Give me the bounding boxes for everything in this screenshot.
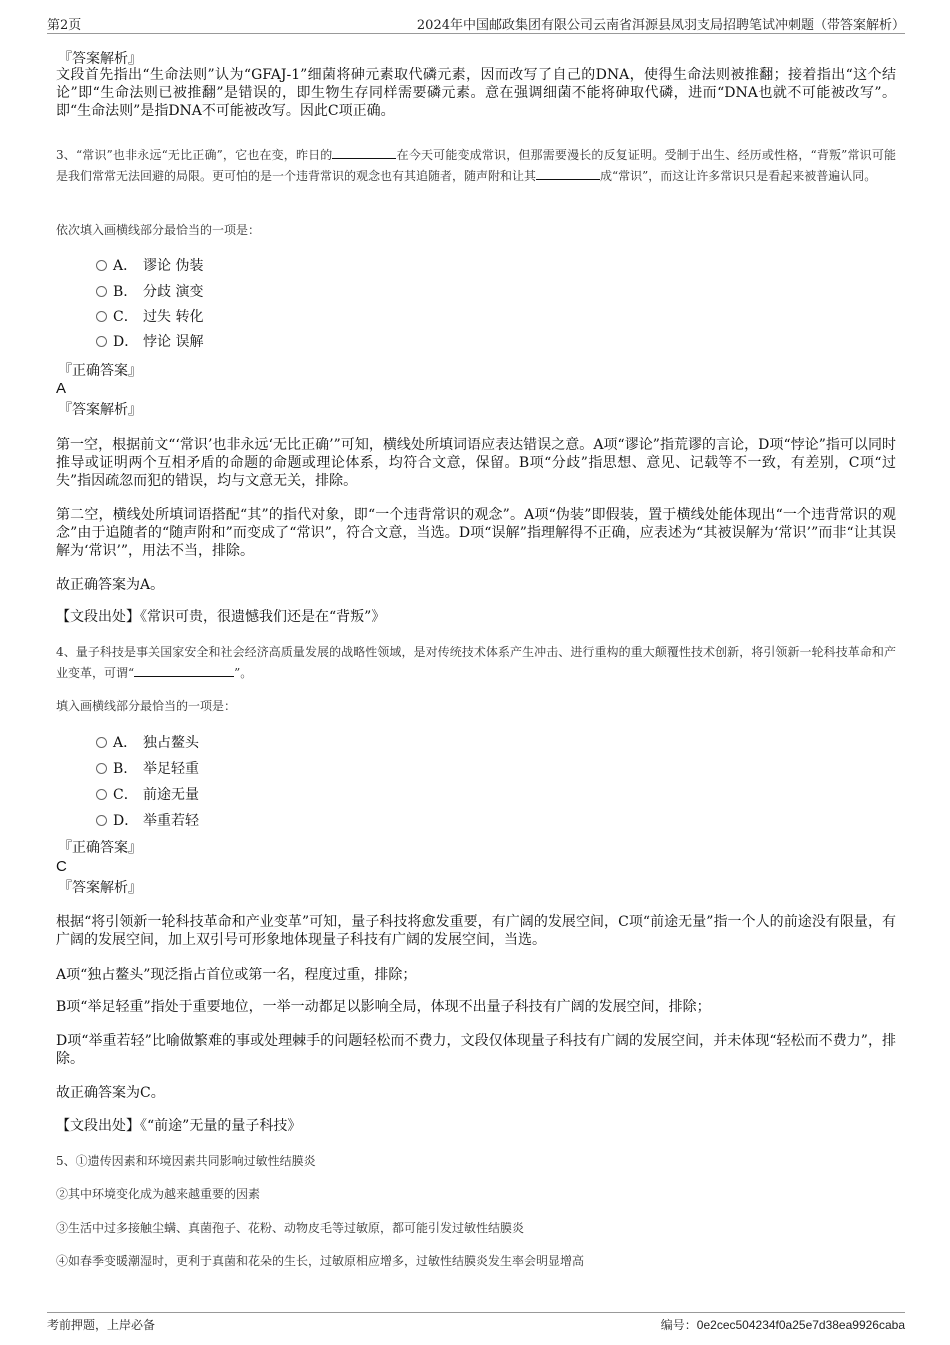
question-3-stem-part3: 成“常识”，而这让许多常识只是看起来被普遍认同。 [600, 169, 877, 183]
question-5-line-1: 5、①遗传因素和环境因素共同影响过敏性结膜炎 [56, 1154, 316, 1168]
page-number: 第2页 [47, 18, 82, 33]
radio-icon[interactable] [96, 789, 107, 800]
question-4-analysis-p2: A项“独占鳌头”现泛指占首位或第一名，程度过重，排除； [56, 967, 417, 983]
radio-icon[interactable] [96, 286, 107, 297]
option-letter: A． [113, 258, 138, 274]
radio-icon[interactable] [96, 737, 107, 748]
question-3-analysis-p1: 第一空，根据前文“‘常识’也非永远‘无比正确’”可知，横线处所填词语应表达错误之意。A项“谬论”指荒谬的言论，D项“悖论”指可以同时推导或证明两个互相矛盾的命题的命题或理论体系，均符合文意，保留。B项“分歧”指思想、意见、记载等不一致，有差别，C项“过失”指因疏忽而犯的错误，均与文意无关，排除。 [56, 437, 896, 489]
question-4-prompt: 填入画横线部分最恰当的一项是： [56, 699, 237, 713]
option-letter: B. [113, 761, 128, 777]
question-4-stem [56, 642, 896, 684]
option-letter: C． [113, 309, 138, 325]
radio-icon[interactable] [96, 311, 107, 322]
question-3-option-d[interactable] [96, 332, 203, 352]
question-4-analysis-label: 『答案解析』 [58, 880, 142, 896]
option-text: 举足轻重 [143, 761, 199, 777]
question-3-correct-label: 『正确答案』 [58, 363, 142, 379]
question-3-option-a[interactable] [96, 256, 203, 276]
question-4-correct-answer: C [56, 858, 67, 875]
question-4-source: 【文段出处】《“前途”无量的量子科技》 [56, 1118, 302, 1134]
question-3-analysis-p2: 第二空，横线处所填词语搭配“其”的指代对象，即“一个违背常识的观念”。A项“伪装”即假装，置于横线处能体现出“一个违背常识的观念”由于追随者的“随声附和”而变成了“常识”，符合文意，当选。D项“误解”指理解得不正确，应表述为“其被误解为‘常识’”而非“让其误解为‘常识’”，用法不当，排除。 [56, 507, 896, 559]
question-4-analysis-p3: B项“举足轻重”指处于重要地位，一举一动都足以影响全局，体现不出量子科技有广阔的发展空间，排除； [56, 999, 711, 1015]
radio-icon[interactable] [96, 763, 107, 774]
option-letter: D． [113, 334, 139, 350]
question-4-stem-part1: 4、量子科技是事关国家安全和社会经济高质量发展的战略性领域，是对传统技术体系产生冲击、进行重构的重大颠覆性技术创新，将引领新一轮科技革命和产业变革，可谓“ [56, 645, 896, 680]
footer-code-value: 0e2cec504234f0a25e7d38ea9926caba [696, 1318, 905, 1332]
question-5-line-2: ②其中环境变化成为越来越重要的因素 [56, 1187, 261, 1201]
question-3-conclusion: 故正确答案为A。 [56, 577, 165, 593]
page-header [47, 13, 905, 34]
prev-analysis-text: 文段首先指出“生命法则”认为“GFAJ-1”细菌将砷元素取代磷元素，因而改写了自己的DNA，使得生命法则被推翻；接着指出“这个结论”即“生命法则已被推翻”是错误的，即生物生存同样需要磷元素。意在强调细菌不能将砷取代磷，进而“DNA也就不可能被改写”。即“生命法则”是指DNA不可能被改写。因此C项正确。 [56, 67, 896, 119]
footer-code [661, 1316, 905, 1333]
question-5-line-3: ③生活中过多接触尘螨、真菌孢子、花粉、动物皮毛等过敏原，都可能引发过敏性结膜炎 [56, 1221, 525, 1235]
option-text: 分歧 演变 [143, 284, 204, 300]
question-5-line-4: ④如春季变暖潮湿时，更利于真菌和花朵的生长，过敏原相应增多，过敏性结膜炎发生率会明显增高 [56, 1254, 585, 1268]
question-4-correct-label: 『正确答案』 [58, 840, 142, 856]
option-letter: D． [113, 813, 139, 829]
option-text: 悖论 误解 [143, 334, 204, 350]
blank-line [536, 167, 600, 180]
prev-analysis-label: 『答案解析』 [58, 51, 142, 67]
blank-line [332, 146, 396, 159]
option-text: 前途无量 [143, 787, 199, 803]
question-3-stem-part2: 在今天可能变成常识，但那需要漫长的反复证明。受制于出生、经历或性格，“背叛”常识可能是我们常常无法回避的局限。更可怕的是一个违背常识的观念也有其追随者，随声附和让其 [56, 148, 896, 183]
question-4-conclusion: 故正确答案为C。 [56, 1085, 165, 1101]
question-4-analysis-p1: 根据“将引领新一轮科技革命和产业变革”可知，量子科技将愈发重要，有广阔的发展空间，C项“前途无量”指一个人的前途没有限量，有广阔的发展空间，加上双引号可形象地体现量子科技有广阔的发展空间，当选。 [56, 914, 896, 948]
page-footer [47, 1312, 905, 1332]
option-text: 谬论 伪装 [143, 258, 204, 274]
radio-icon[interactable] [96, 260, 107, 271]
question-3-option-b[interactable] [96, 282, 203, 302]
option-letter: C． [113, 787, 138, 803]
blank-line [134, 664, 234, 677]
question-4-option-d[interactable] [96, 811, 199, 831]
option-letter: B. [113, 284, 128, 300]
radio-icon[interactable] [96, 336, 107, 347]
question-3-analysis-label: 『答案解析』 [58, 402, 142, 418]
question-3-stem-part1: 3、“常识”也非永远“无比正确”，它也在变，昨日的 [56, 148, 333, 162]
footer-code-label: 编号： [660, 1318, 697, 1332]
option-text: 独占鳌头 [143, 735, 199, 751]
option-text: 过失 转化 [143, 309, 204, 325]
question-4-option-b[interactable] [96, 759, 199, 779]
question-3-source: 【文段出处】《常识可贵，很遗憾我们还是在“背叛”》 [56, 609, 386, 625]
option-text: 举重若轻 [143, 813, 199, 829]
question-4-option-c[interactable] [96, 785, 199, 805]
question-3-correct-answer: A [56, 380, 67, 397]
question-3-prompt: 依次填入画横线部分最恰当的一项是： [56, 223, 261, 237]
question-3-stem [56, 145, 896, 187]
question-3-option-c[interactable] [96, 307, 203, 327]
footer-slogan: 考前押题，上岸必备 [47, 1318, 156, 1332]
question-4-option-a[interactable] [96, 733, 199, 753]
radio-icon[interactable] [96, 815, 107, 826]
document-title: 2024年中国邮政集团有限公司云南省洱源县凤羽支局招聘笔试冲刺题（带答案解析） [416, 18, 905, 33]
question-4-analysis-p4: D项“举重若轻”比喻做繁难的事或处理棘手的问题轻松而不费力，文段仅体现量子科技有广阔的发展空间，并未体现“轻松而不费力”，排除。 [56, 1033, 896, 1067]
question-4-stem-part2: ”。 [234, 666, 253, 680]
option-letter: A． [113, 735, 138, 751]
